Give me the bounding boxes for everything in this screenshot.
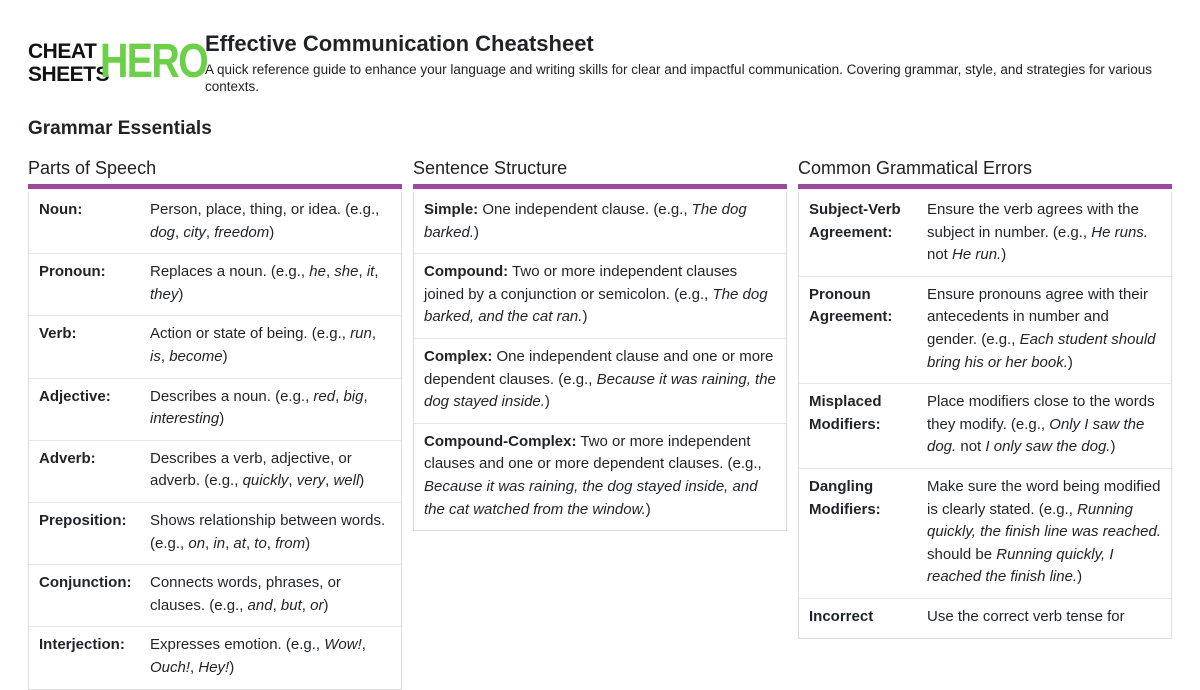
table-row — [29, 627, 401, 688]
definition-text: , — [374, 263, 379, 281]
definition-text: , — [160, 347, 170, 365]
definition-text: Action or state of being. (e.g., — [150, 325, 351, 343]
example-text: is — [150, 347, 161, 365]
example-text: The dog barked. — [424, 201, 747, 241]
definition-text: ) — [178, 285, 184, 303]
section-title: Grammar Essentials — [28, 118, 212, 139]
definition-text: Ensure the verb agrees with the subject in number. (e.g., — [927, 201, 1139, 241]
term-definition — [927, 606, 1161, 629]
definition-text: should be — [927, 545, 997, 563]
definition-text: Shows relationship between words. (e.g., — [150, 511, 386, 552]
term-definition — [927, 476, 1161, 589]
definition-text: , — [363, 387, 368, 405]
example-text: Wow! — [324, 636, 362, 654]
example-text: He run. — [952, 246, 1002, 264]
table-row — [29, 254, 401, 316]
term-definition — [150, 199, 391, 244]
table-row — [29, 441, 401, 503]
example-text: on — [188, 534, 206, 552]
term-definition — [927, 284, 1161, 374]
definition-text: Use the correct verb tense for — [927, 607, 1125, 625]
definition-text: , — [361, 636, 366, 654]
example-text: dog — [150, 223, 176, 241]
definition-text: , — [245, 534, 255, 552]
definition-text: , — [301, 596, 311, 614]
example-text: in — [213, 534, 226, 552]
term-label: Misplaced Modifiers: — [809, 393, 882, 433]
term-definition — [927, 391, 1161, 459]
table-row — [414, 254, 786, 339]
example-text: it — [366, 263, 375, 281]
term-label: Adjective: — [39, 387, 111, 405]
term-label: Simple: — [424, 201, 479, 218]
example-text: Each student should bring his or her book. — [927, 330, 1156, 371]
logo-hero: HERO — [100, 35, 208, 88]
definition-text: ) — [582, 308, 588, 326]
example-text: Ouch! — [150, 658, 191, 676]
term-definition — [150, 634, 391, 679]
term-definition — [150, 510, 391, 555]
definition-text: , — [371, 325, 376, 343]
definition-text: , — [272, 596, 281, 614]
card — [413, 192, 787, 531]
definition-text: , — [266, 534, 276, 552]
example-text: become — [169, 347, 223, 365]
term-definition — [150, 448, 391, 493]
definition-text: Ensure pronouns agree with their antecedents in number and gender. (e.g., — [927, 285, 1148, 348]
term-label: Preposition: — [39, 511, 127, 529]
term-definition — [150, 386, 391, 431]
example-text: they — [150, 285, 179, 303]
logo-wordmark — [28, 40, 109, 86]
definition-text: , — [205, 223, 215, 241]
example-text: city — [183, 223, 206, 241]
example-text: The dog barked, and the cat ran. — [424, 285, 768, 326]
example-text: red — [313, 387, 336, 405]
column-title: Sentence Structure — [413, 155, 787, 189]
example-text: I only saw the dog. — [985, 438, 1111, 456]
definition-text: , — [190, 658, 199, 676]
definition-text: , — [325, 472, 334, 490]
table-row — [29, 379, 401, 441]
table-row — [799, 599, 1171, 638]
term-label: Pronoun: — [39, 263, 106, 281]
definition-text: ) — [269, 223, 275, 241]
term-label: Complex: — [424, 347, 493, 365]
column-parts-of-speech — [28, 155, 402, 690]
example-text: run — [350, 325, 372, 343]
example-text: Because it was raining, the dog stayed inside. — [424, 370, 776, 411]
definition-text: ) — [645, 500, 651, 518]
definition-text: , — [335, 387, 344, 405]
example-text: he — [309, 263, 326, 281]
definition-text: Replaces a noun. (e.g., — [150, 263, 310, 281]
example-text: well — [333, 472, 360, 490]
example-text: Because it was raining, the dog stayed inside, and the cat watched from the window. — [424, 477, 758, 518]
example-text: Running quickly, the finish line was reached. — [927, 500, 1162, 541]
table-row — [29, 192, 401, 254]
definition-text: Describes a verb, adjective, or adverb. (e.g., — [150, 449, 352, 490]
definition-text: , — [358, 263, 367, 281]
example-text: big — [343, 387, 364, 405]
definition-text: Two or more independent clauses joined by a conjunction or semicolon. (e.g., — [424, 263, 738, 303]
definition-text: , — [175, 223, 184, 241]
example-text: she — [334, 263, 359, 281]
example-text: but — [280, 596, 302, 614]
term-label: Dangling Modifiers: — [809, 477, 881, 518]
example-text: freedom — [214, 223, 270, 241]
example-text: at — [233, 534, 246, 552]
example-text: quickly — [242, 472, 289, 490]
definition-text: Expresses emotion. (e.g., — [150, 636, 325, 654]
term-label: Conjunction: — [39, 574, 132, 592]
table-row — [799, 469, 1171, 599]
card — [28, 192, 402, 690]
card — [798, 192, 1172, 639]
example-text: Running quickly, I reached the finish line. — [927, 545, 1114, 586]
definition-text: ) — [222, 347, 228, 365]
term-definition — [150, 572, 391, 617]
definition-text: , — [225, 534, 234, 552]
term-definition — [927, 199, 1161, 267]
logo-line-sheets: SHEETS — [28, 63, 110, 86]
column-sentence-structure — [413, 155, 787, 531]
definition-text: ) — [1067, 353, 1073, 371]
definition-text: , — [205, 534, 214, 552]
definition-text: ) — [544, 393, 550, 411]
table-row — [799, 192, 1171, 277]
term-label: Interjection: — [39, 636, 125, 654]
definition-text: Place modifiers close to the words they modify. (e.g., — [927, 393, 1155, 433]
definition-text: One independent clause. (e.g., — [478, 201, 692, 218]
definition-text: , — [288, 472, 297, 490]
cheatsheets-hero-logo[interactable] — [28, 35, 208, 88]
example-text: or — [310, 596, 324, 614]
definition-text: ) — [1110, 438, 1116, 456]
definition-text: Connects words, phrases, or clauses. (e.g., — [150, 574, 341, 614]
example-text: from — [275, 534, 306, 552]
table-row — [414, 339, 786, 424]
definition-text: ) — [1001, 246, 1007, 264]
term-definition — [150, 261, 391, 306]
definition-text: ) — [474, 223, 480, 241]
table-row — [799, 277, 1171, 384]
definition-text: not — [927, 246, 953, 264]
column-title: Parts of Speech — [28, 155, 402, 189]
term-label: Adverb: — [39, 449, 96, 467]
page-description: A quick reference guide to enhance your language and writing skills for clear and impactful communication. Covering grammar, style, and strategies for various contexts. — [205, 62, 1152, 94]
term-label: Noun: — [39, 201, 83, 218]
definition-text: ) — [1077, 568, 1083, 586]
term-label: Verb: — [39, 325, 77, 343]
example-text: and — [247, 596, 273, 614]
definition-text: ) — [359, 472, 365, 490]
column-title: Common Grammatical Errors — [798, 155, 1172, 189]
table-row — [799, 384, 1171, 469]
term-label: Pronoun Agreement: — [809, 285, 893, 326]
example-text: Hey! — [198, 658, 230, 676]
term-label: Subject-Verb Agreement: — [809, 201, 901, 241]
example-text: interesting — [150, 410, 220, 428]
term-definition — [150, 323, 391, 368]
definition-text: One independent clause and one or more dependent clauses. (e.g., — [424, 347, 774, 388]
definition-text: Person, place, thing, or idea. (e.g., — [150, 201, 380, 218]
definition-text: ) — [323, 596, 329, 614]
definition-text: ) — [229, 658, 235, 676]
example-text: Only I saw the dog. — [927, 415, 1145, 456]
definition-text: Describes a noun. (e.g., — [150, 387, 314, 405]
definition-text: Make sure the word being modified is clearly stated. (e.g., — [927, 477, 1161, 518]
column-common-grammatical-errors — [798, 155, 1172, 639]
example-text: to — [254, 534, 267, 552]
term-label: Compound: — [424, 263, 509, 281]
definition-text: not — [956, 438, 986, 456]
table-row — [29, 503, 401, 565]
table-row — [29, 316, 401, 378]
definition-text: , — [325, 263, 335, 281]
term-label: Compound-Complex: — [424, 432, 577, 450]
definition-text: ) — [219, 410, 225, 428]
table-row — [414, 424, 786, 530]
term-label: Incorrect — [809, 607, 874, 625]
example-text: He runs. — [1091, 223, 1148, 241]
table-row — [29, 565, 401, 627]
definition-text: ) — [305, 534, 311, 552]
page-title: Effective Communication Cheatsheet — [205, 31, 594, 56]
definition-text: Two or more independent clauses and one or more dependent clauses. (e.g., — [424, 432, 762, 473]
table-row — [414, 192, 786, 254]
logo-line-cheat: CHEAT — [28, 40, 97, 63]
example-text: very — [296, 472, 326, 490]
